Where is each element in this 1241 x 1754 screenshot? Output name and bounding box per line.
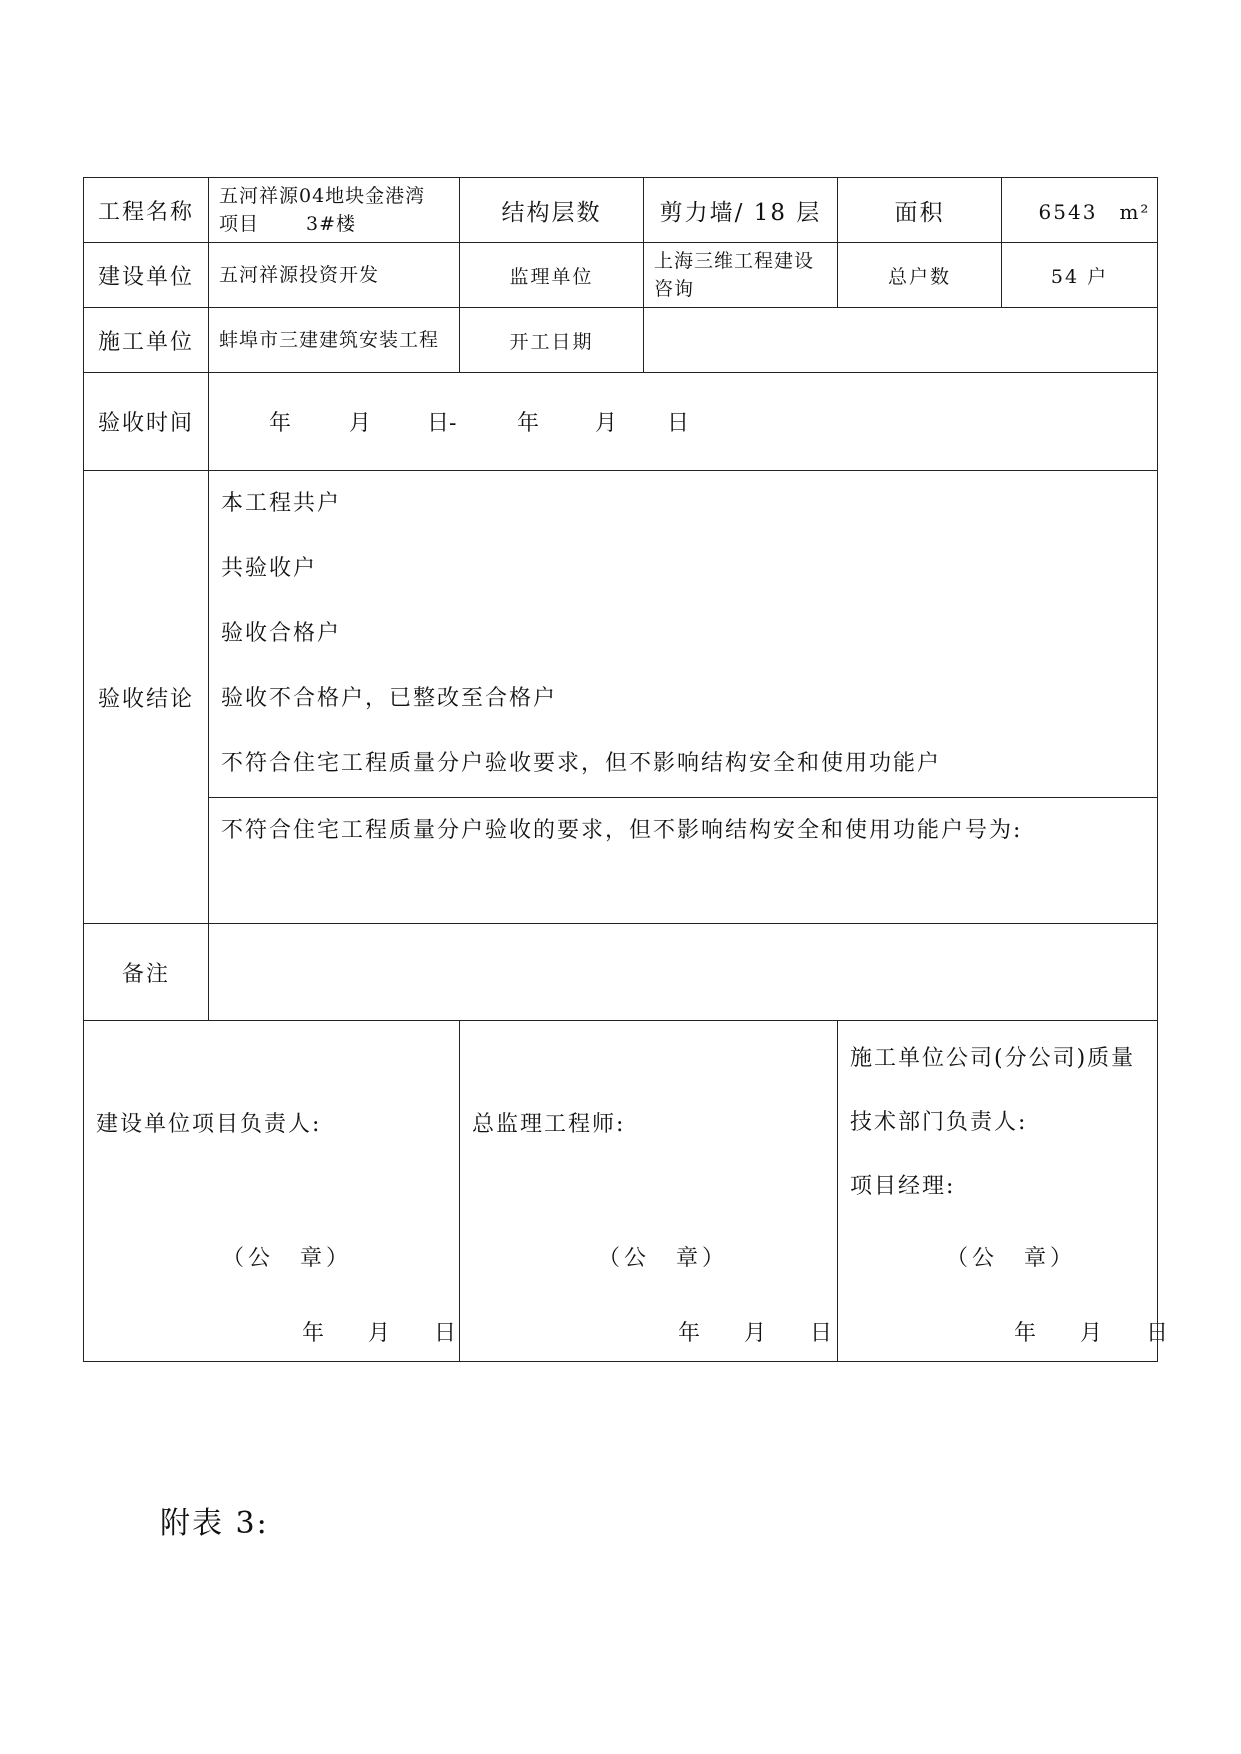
acceptance-start-year: 年 xyxy=(269,411,292,436)
noncompliant-household-numbers: 不符合住宅工程质量分户验收的要求，但不影响结构安全和使用功能户号为: xyxy=(209,798,1158,924)
owner-seal: （公 章） xyxy=(222,1246,353,1271)
area-label: 面积 xyxy=(838,178,1002,243)
acceptance-time-label: 验收时间 xyxy=(84,373,209,471)
contractor-sign-date: 年 月 日 xyxy=(1014,1321,1169,1346)
supervisor-signature-title: 总监理工程师: xyxy=(472,1112,626,1137)
row-noncompliant-note xyxy=(84,798,1158,924)
structure-value: 剪力墙/ 18 层 xyxy=(644,178,838,243)
contractor-signature-title-line2: 技术部门负责人: xyxy=(850,1110,1028,1135)
supervisor-sign-date: 年 月 日 xyxy=(678,1321,833,1346)
owner-label: 建设单位 xyxy=(84,243,209,308)
contractor-label: 施工单位 xyxy=(84,308,209,373)
conclusion-label: 验收结论 xyxy=(84,471,209,924)
acceptance-start-day: 日- xyxy=(427,411,457,436)
supervisor-seal: （公 章） xyxy=(598,1246,729,1271)
owner-sign-date: 年 月 日 xyxy=(302,1321,457,1346)
row-signatures xyxy=(84,1021,1158,1362)
remarks-value xyxy=(209,924,1158,1021)
contractor-signature-title-line1: 施工单位公司(分公司)质量 xyxy=(850,1046,1136,1071)
conclusion-qualified-households: 验收合格户 xyxy=(221,621,342,646)
household-acceptance-form xyxy=(83,177,1169,1362)
acceptance-end-year: 年 xyxy=(517,411,540,436)
conclusion-rectified-households: 验收不合格户，已整改至合格户 xyxy=(221,686,558,711)
project-name-label: 工程名称 xyxy=(84,178,209,243)
owner-signature-title: 建设单位项目负责人: xyxy=(96,1112,322,1137)
supervisor-signature-block xyxy=(460,1021,838,1362)
start-date-value xyxy=(644,308,1158,373)
acceptance-end-day: 日 xyxy=(667,411,690,436)
contractor-value: 蚌埠市三建建筑安装工程 xyxy=(209,308,460,373)
row-owner xyxy=(84,243,1158,308)
acceptance-start-month: 月 xyxy=(349,411,372,436)
project-name-line2: 项目 3#楼 xyxy=(219,213,357,235)
households-label: 总户数 xyxy=(838,243,1002,308)
row-acceptance-time xyxy=(84,373,1158,471)
acceptance-end-month: 月 xyxy=(595,411,618,436)
owner-signature-block xyxy=(84,1021,460,1362)
conclusion-inspected-households: 共验收户 xyxy=(221,556,318,581)
contractor-seal: （公 章） xyxy=(946,1246,1077,1271)
start-date-label: 开工日期 xyxy=(460,308,644,373)
project-name-value xyxy=(209,178,460,243)
conclusion-total-households: 本工程共户 xyxy=(221,491,342,516)
area-value: 6543 m² xyxy=(1002,178,1158,243)
remarks-label: 备注 xyxy=(84,924,209,1021)
row-conclusion xyxy=(84,471,1158,798)
contractor-signature-title-line3: 项目经理: xyxy=(850,1174,956,1199)
acceptance-time-value xyxy=(209,373,1158,471)
supervisor-label: 监理单位 xyxy=(460,243,644,308)
contractor-signature-block xyxy=(838,1021,1169,1362)
households-value: 54 户 xyxy=(1002,243,1158,308)
owner-value: 五河祥源投资开发 xyxy=(209,243,460,308)
structure-label: 结构层数 xyxy=(460,178,644,243)
appendix-label: 附表 3: xyxy=(160,1506,269,1541)
conclusion-noncompliant-households: 不符合住宅工程质量分户验收要求，但不影响结构安全和使用功能户 xyxy=(221,751,942,776)
project-name-line1: 五河祥源04地块金港湾 xyxy=(219,185,426,207)
conclusion-lines xyxy=(209,471,1158,798)
row-remarks xyxy=(84,924,1158,1021)
supervisor-value: 上海三维工程建设咨询 xyxy=(644,243,838,308)
row-project xyxy=(84,178,1158,243)
row-contractor xyxy=(84,308,1158,373)
